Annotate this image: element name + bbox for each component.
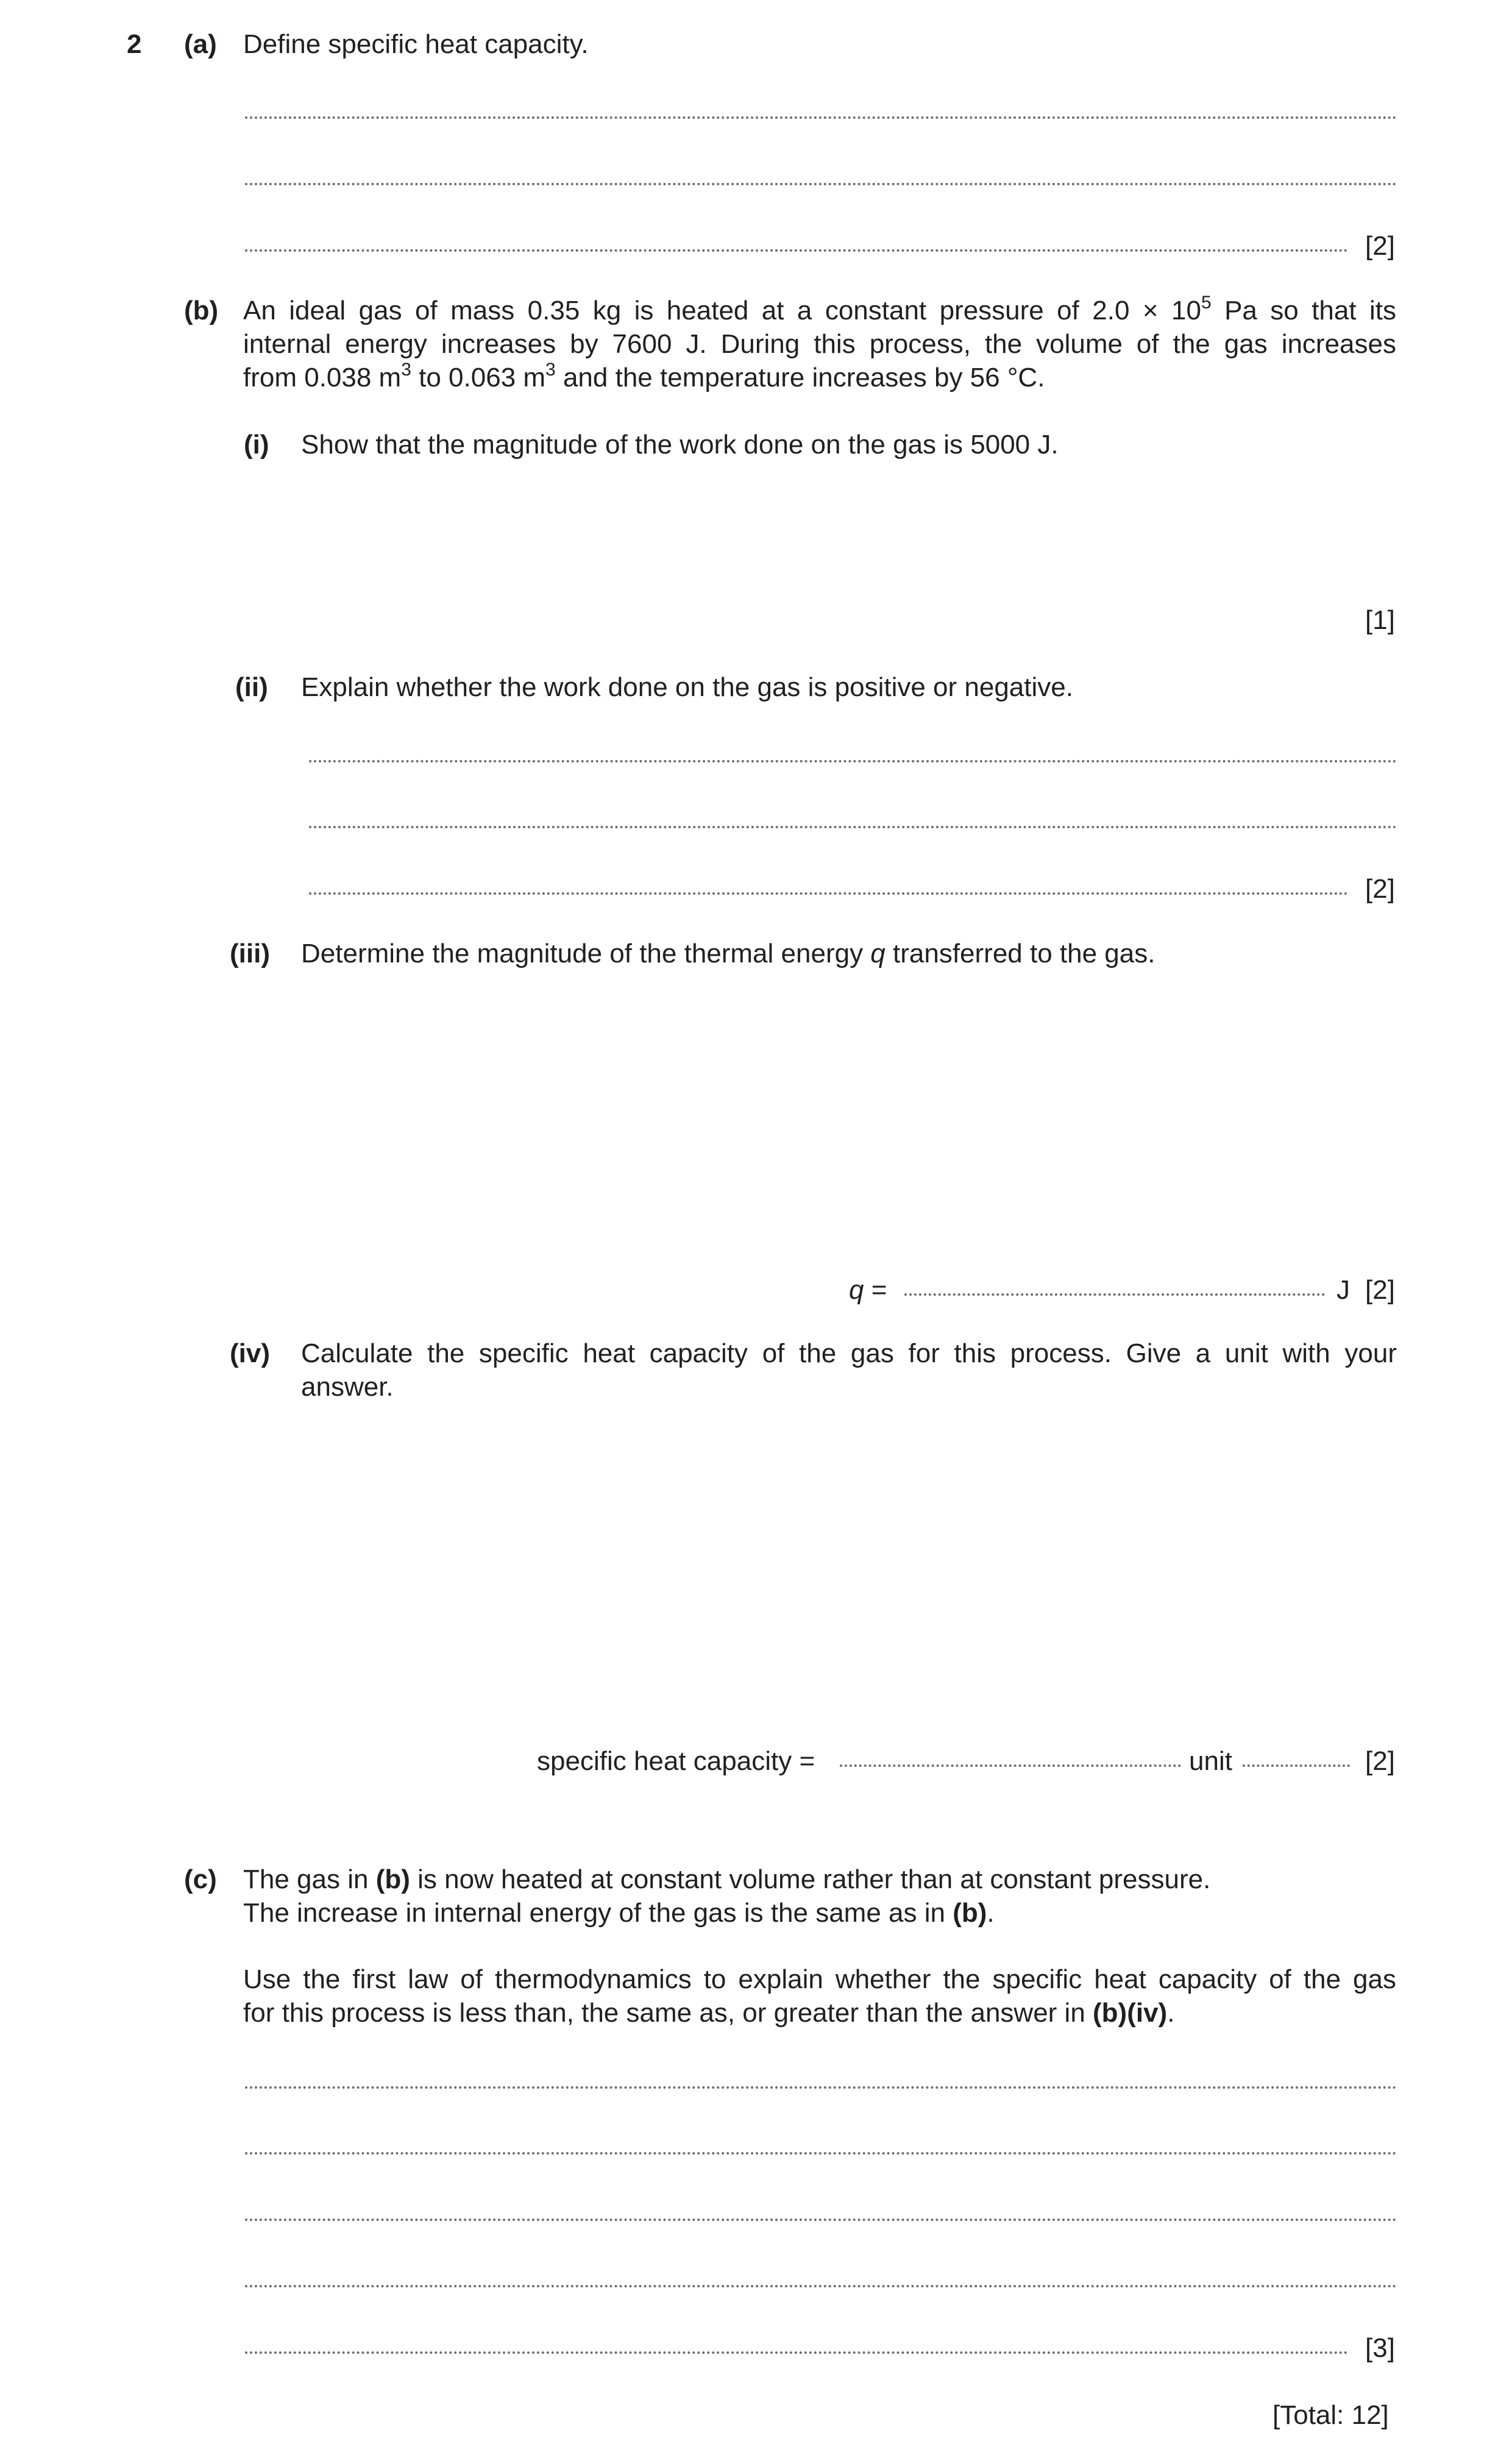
part-b-intro-line-1: An ideal gas of mass 0.35 kg is heated at a constant pressure of $2.0 \times 10^5$ Pa so that its: [243, 293, 1397, 325]
part-a-label: (a): [184, 29, 217, 59]
part-b-iii-marks: [2]: [1365, 1275, 1395, 1305]
part-b-ii-label: (ii): [235, 672, 268, 702]
part-b-ii-marks: [2]: [1365, 874, 1395, 904]
part-b-iv-unit-field[interactable]: [1243, 1764, 1350, 1767]
part-b-iii-answer-label: q =: [849, 1275, 887, 1305]
part-b-label: (b): [184, 296, 219, 325]
part-c-marks: [3]: [1365, 2333, 1395, 2363]
part-b-iv-prompt-line-1: Calculate the specific heat capacity of the gas for this process. Give a unit with your: [301, 1338, 1397, 1368]
part-a-answer-line-3[interactable]: [245, 249, 1348, 252]
part-b-i-label: (i): [244, 430, 269, 460]
part-c-answer-line-4[interactable]: [245, 2285, 1397, 2287]
part-b-iii-label: (iii): [230, 939, 270, 968]
part-b-iii-prompt: Determine the magnitude of the thermal energy q transferred to the gas.: [301, 939, 1155, 968]
part-b-iii-answer-unit: J: [1336, 1275, 1350, 1305]
part-b-ii-answer-line-3[interactable]: [309, 892, 1348, 895]
part-b-ii-answer-line-2[interactable]: [309, 826, 1397, 828]
part-b-i-marks: [1]: [1365, 605, 1395, 635]
question-number: 2: [127, 29, 142, 59]
part-b-iv-answer-label: specific heat capacity =: [537, 1746, 815, 1776]
part-b-intro-line-3: from 0.038 $m^3$ to 0.063 $m^3$ and the temperature increases by 56 °C.: [243, 360, 1045, 393]
part-b-intro-line-2: internal energy increases by 7600 J. During this process, the volume of the gas increases: [243, 329, 1396, 359]
part-c-line-3: Use the first law of thermodynamics to explain whether the specific heat capacity of the gas: [243, 1964, 1396, 1994]
part-c-answer-line-5[interactable]: [245, 2351, 1348, 2354]
part-a-answer-line-1[interactable]: [245, 116, 1397, 119]
part-b-iv-marks: [2]: [1365, 1746, 1395, 1776]
total-marks: [Total: 12]: [1272, 2400, 1389, 2430]
part-b-iii-answer-field[interactable]: [904, 1293, 1325, 1296]
part-b-ii-prompt: Explain whether the work done on the gas is positive or negative.: [301, 672, 1073, 702]
part-b-iv-prompt-line-2: answer.: [301, 1372, 394, 1402]
part-a-prompt: Define specific heat capacity.: [243, 29, 589, 59]
part-c-label: (c): [184, 1864, 217, 1894]
part-b-i-prompt: Show that the magnitude of the work done on the gas is 5000 J.: [301, 430, 1059, 460]
part-c-line-1: The gas in (b) is now heated at constant volume rather than at constant pressure.: [243, 1864, 1211, 1894]
part-c-answer-line-1[interactable]: [245, 2086, 1397, 2089]
part-a-marks: [2]: [1365, 231, 1395, 261]
part-c-answer-line-2[interactable]: [245, 2152, 1397, 2155]
part-a-answer-line-2[interactable]: [245, 183, 1397, 185]
part-b-ii-answer-line-1[interactable]: [309, 760, 1397, 762]
part-b-iv-unit-label: unit: [1189, 1746, 1232, 1776]
part-c-answer-line-3[interactable]: [245, 2219, 1397, 2221]
part-c-line-2: The increase in internal energy of the gas is the same as in (b).: [243, 1898, 995, 1928]
part-c-line-4: for this process is less than, the same as, or greater than the answer in (b)(iv).: [243, 1998, 1175, 2028]
part-b-iv-label: (iv): [230, 1338, 270, 1368]
part-b-iv-answer-field[interactable]: [840, 1764, 1181, 1767]
